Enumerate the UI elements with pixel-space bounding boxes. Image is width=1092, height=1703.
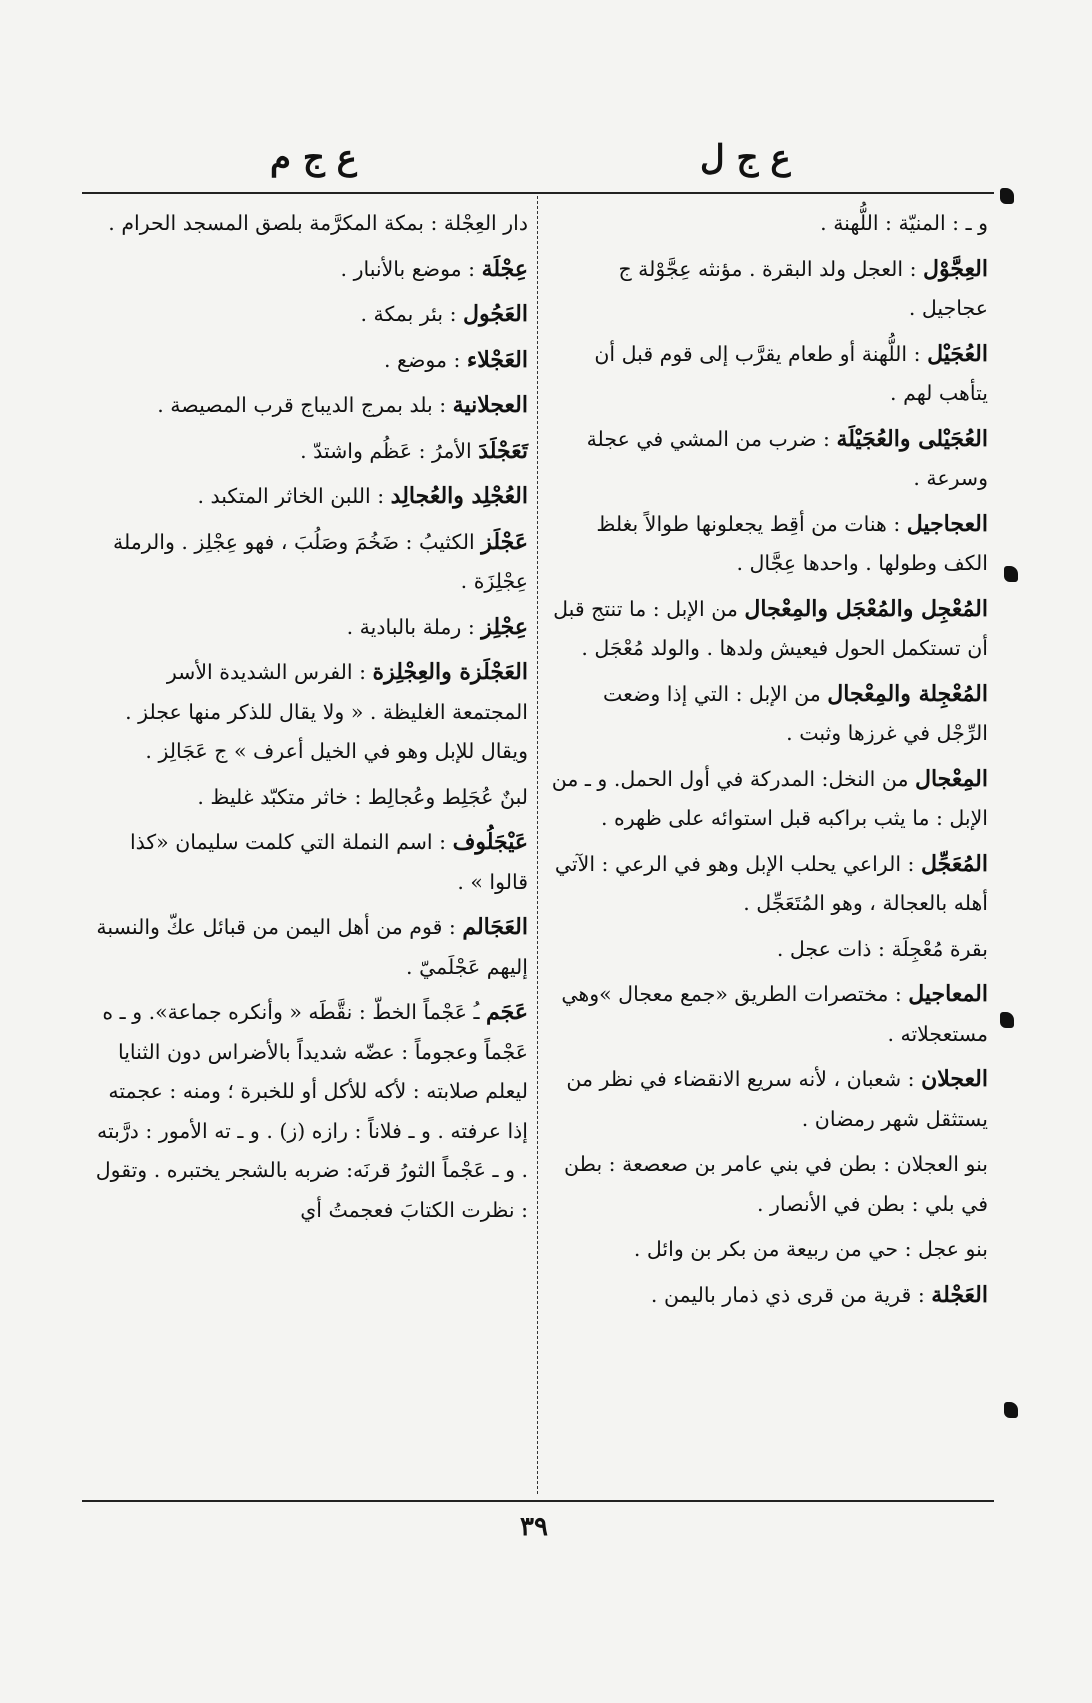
entry-headword: العِجَّوْل bbox=[923, 255, 988, 282]
entry-definition: : بئر بمكة . bbox=[360, 302, 464, 326]
entry-headword: العجاجيل bbox=[906, 510, 988, 537]
dictionary-entry bbox=[548, 845, 988, 924]
entry-definition: : قرية من قرى ذي ذمار باليمن . bbox=[650, 1282, 932, 1307]
column-divider bbox=[537, 196, 538, 1494]
margin-mark bbox=[1004, 1402, 1018, 1418]
entry-headword: العُجَيْلى والعُجَيْلَة bbox=[836, 425, 988, 452]
dictionary-entry bbox=[548, 250, 988, 329]
entry-headword: العَجْلَزة والعِجْلِزة bbox=[372, 659, 528, 685]
entry-headword: تَعَجْلَدَ bbox=[478, 437, 528, 464]
entry-definition: بنو العجلان : بطن في بني عامر بن صعصعة : بطن في بلي : بطن في الأنصار . bbox=[564, 1152, 988, 1216]
right-column bbox=[548, 204, 988, 1321]
dictionary-entry bbox=[548, 1230, 988, 1270]
entry-definition: : رملة بالبادية . bbox=[346, 614, 482, 639]
entry-definition: من الإبل : التي إذا وضعت الرِّجْل في غرزها وثبت . bbox=[602, 681, 988, 745]
entry-headword: المُعْجِل والمُعْجَل والمِعْجال bbox=[744, 595, 988, 622]
dictionary-entry bbox=[548, 505, 988, 584]
entry-definition: : اللبن الخاثر المتكبد . bbox=[197, 484, 391, 508]
entry-definition: من الإبل : ما تنتج قبل أن تستكمل الحول فيعيش ولدها . والولد مُعْجَل . bbox=[553, 596, 988, 660]
dictionary-entry bbox=[88, 295, 528, 335]
entry-definition: الكثيبُ : ضَخُمَ وصَلُبَ ، فهو عِجْلِز . والرملة عِجْلِزَة . bbox=[112, 529, 528, 593]
dictionary-entry bbox=[548, 204, 988, 244]
entry-definition: : شعبان ، لأنه سريع الانقضاء في نظر من يستثقل شهر رمضان . bbox=[566, 1067, 988, 1131]
entry-definition: : اللُّهنة أو طعام يقرَّب إلى قوم قبل أن يتأهب لهم . bbox=[594, 341, 988, 405]
entry-headword: العَجْلاء bbox=[466, 346, 528, 373]
entry-definition: بنو عجل : حي من ربيعة من بكر بن وائل . bbox=[633, 1237, 988, 1261]
entry-definition: دار العِجْلة : بمكة المكرَّمة بلصق المسجد الحرام . bbox=[108, 211, 528, 235]
left-column bbox=[88, 204, 528, 1236]
entry-definition: : الفرس الشديدة الأسر المجتمعة الغليظة . « ولا يقال للذكر منها عجلز . ويقال للإبل وهو في الخيل أعرف » ج عَجَالِز . bbox=[125, 660, 528, 763]
entry-definition: ـُ عَجْماً الخطّ : نقَّطَه « وأنكره جماعة». و ـ ه عَجْماً وعجوماً : عضّه شديداً بالأضراس دون الثنايا ليعلم صلابته : لأكه للأكل أو للخبرة ؛ ومنه : عجمته إذا عرفته . و ـ فلاناً : رازه (ز) . و ـ ته الأمور : درَّبته . و ـ عَجْماً الثورُ قرنَه: ضربه بالشجر يختبره . وتقول : نظرت الكتابَ فعجمتُ أي bbox=[95, 1000, 528, 1222]
margin-mark bbox=[1000, 1012, 1014, 1028]
entry-definition: بقرة مُعْجِلَة : ذات عجل . bbox=[776, 936, 988, 961]
dictionary-entry bbox=[548, 590, 988, 669]
bottom-rule bbox=[82, 1500, 994, 1502]
entry-definition: : العجل ولد البقرة . مؤنثه عِجَّوْلة ج عجاجيل . bbox=[618, 256, 988, 320]
entry-headword: العجلانية bbox=[452, 392, 528, 418]
entry-definition: الأمرُ : عَظُم واشتدّ . bbox=[300, 438, 479, 463]
entry-definition: : ضرب من المشي في عجلة وسرعة . bbox=[586, 426, 988, 490]
entry-definition: من النخل: المدركة في أول الحمل. و ـ من الإبل : ما يثب براكبه قبل استوائه على ظهره . bbox=[551, 766, 988, 830]
entry-headword: العَجُول bbox=[463, 301, 528, 327]
entry-headword: المُعَجِّل bbox=[920, 850, 988, 877]
top-rule bbox=[82, 192, 994, 194]
dictionary-entry bbox=[548, 1145, 988, 1224]
entry-headword: العجلان bbox=[921, 1066, 988, 1092]
entry-headword: العُجْلِد والعُجالِد bbox=[390, 483, 528, 509]
entry-headword: عِجْلَة bbox=[481, 255, 528, 282]
entry-definition: : موضع بالأنبار . bbox=[340, 256, 482, 281]
entry-headword: عِجْلِز bbox=[481, 613, 528, 640]
entry-headword: المُعْجِلة والمِعْجال bbox=[827, 680, 988, 707]
dictionary-entry bbox=[548, 760, 988, 839]
entry-headword: عَجَم bbox=[486, 999, 528, 1025]
dictionary-entry bbox=[88, 432, 528, 472]
dictionary-entry bbox=[548, 335, 988, 414]
dictionary-entry bbox=[88, 204, 528, 244]
entry-definition: لبنٌ عُجَلِط وعُجالِط : خاثر متكبّد غليظ . bbox=[197, 784, 528, 809]
dictionary-entry bbox=[88, 341, 528, 381]
header-root-left: ع ج م bbox=[270, 138, 357, 178]
entry-headword: عَيْجَلُوف bbox=[452, 829, 528, 855]
dictionary-entry bbox=[548, 1060, 988, 1139]
dictionary-entry bbox=[548, 675, 988, 754]
entry-headword: العَجْلة bbox=[931, 1281, 988, 1308]
entry-headword: المعاجيل bbox=[908, 981, 988, 1007]
entry-headword: المِعْجال bbox=[914, 765, 988, 792]
dictionary-entry bbox=[548, 420, 988, 499]
dictionary-entry bbox=[548, 930, 988, 970]
dictionary-entry bbox=[548, 975, 988, 1054]
header-root-right: ع ج ل bbox=[700, 138, 791, 178]
entry-definition: : قوم من أهل اليمن من قبائل عكّ والنسبة إليهم عَجْلَميّ . bbox=[96, 915, 528, 979]
dictionary-entry bbox=[88, 823, 528, 902]
dictionary-entry bbox=[548, 1276, 988, 1316]
dictionary-entry bbox=[88, 250, 528, 290]
dictionary-entry bbox=[88, 993, 528, 1230]
dictionary-entry bbox=[88, 778, 528, 818]
entry-headword: العَجَالم bbox=[462, 914, 528, 940]
dictionary-entry bbox=[88, 653, 528, 772]
entry-headword: العُجَيْل bbox=[927, 340, 988, 367]
entry-definition: : اسم النملة التي كلمت سليمان «كذا قالوا » . bbox=[129, 830, 528, 894]
entry-definition: : هنات من أقِط يجعلونها طوالاً بغلظ الكف وطولها . واحدها عِجَّال . bbox=[596, 511, 988, 575]
entry-definition: : الراعي يحلب الإبل وهو في الرعي : الآتي أهله بالعجالة ، وهو المُتَعَجِّل . bbox=[554, 851, 988, 915]
page-number: ٣٩ bbox=[520, 1512, 548, 1542]
dictionary-entry bbox=[88, 477, 528, 517]
margin-mark bbox=[1000, 188, 1014, 204]
dictionary-entry bbox=[88, 908, 528, 987]
margin-mark bbox=[1004, 566, 1018, 582]
entry-definition: : موضع . bbox=[384, 347, 467, 372]
entry-definition: : بلد بمرج الديباج قرب المصيصة . bbox=[157, 393, 453, 417]
entry-definition: و ـ : المنيّة : اللُّهنة . bbox=[820, 211, 988, 235]
dictionary-entry bbox=[88, 608, 528, 648]
dictionary-entry bbox=[88, 523, 528, 602]
dictionary-entry bbox=[88, 386, 528, 426]
entry-definition: : مختصرات الطريق «جمع معجال »وهي مستعجلاته . bbox=[561, 982, 988, 1046]
entry-headword: عَجْلَز bbox=[481, 528, 528, 555]
